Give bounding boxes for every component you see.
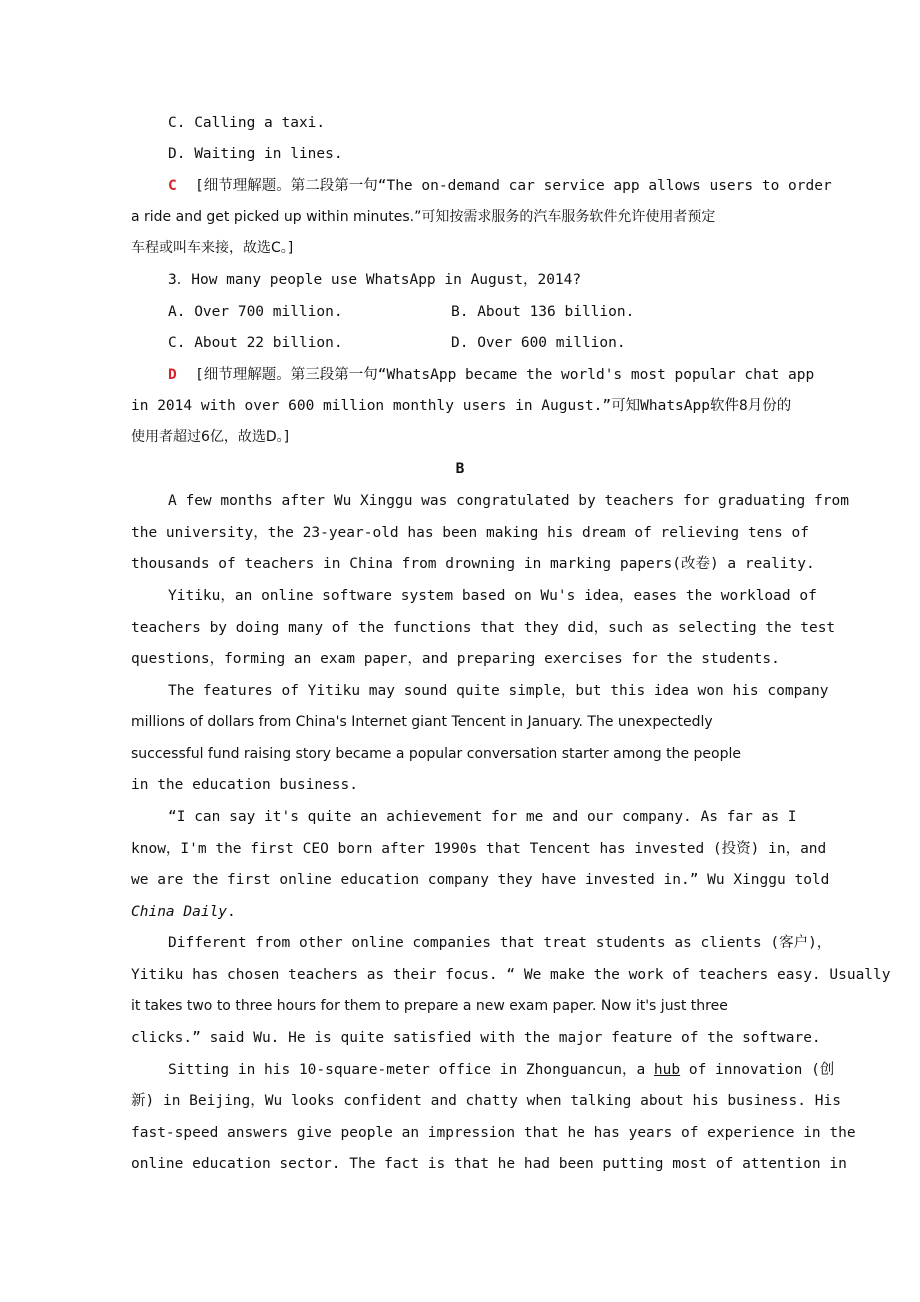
q3-answer-letter: D <box>168 367 177 383</box>
q3-option-b: B. About 136 billion. <box>451 304 635 320</box>
passage-p1-line2: the university，the 23-year-old has been making his dream of relieving tens of <box>131 525 809 541</box>
passage-p5-line1: Different from other online companies that treat students as clients (客户)， <box>168 935 832 951</box>
q2-option-d: D. Waiting in lines. <box>168 146 343 162</box>
passage-p2-line1: Yitiku，an online software system based on Wu's idea，eases the workload of <box>168 588 817 604</box>
passage-p6-line3: fast-speed answers give people an impression that he has years of experience in the <box>131 1125 856 1141</box>
passage-p3-line3: successful fund raising story became a popular conversation starter among the people <box>131 746 741 762</box>
passage-p2-line3: questions，forming an exam paper，and preparing exercises for the students. <box>131 651 780 667</box>
passage-p3-line4: in the education business. <box>131 777 358 793</box>
passage-p4-line4-end: . <box>227 904 236 920</box>
passage-p1-line1: A few months after Wu Xinggu was congratulated by teachers for graduating from <box>168 493 849 509</box>
q2-explanation-line2: a ride and get picked up within minutes.”可知按需求服务的汽车服务软件允许使用者预定 <box>131 209 716 225</box>
q2-explanation-line1 <box>168 176 832 196</box>
passage-p3-line2: millions of dollars from China's Internet giant Tencent in January. The unexpectedly <box>131 714 713 730</box>
q3-option-d: D. Over 600 million. <box>451 335 626 351</box>
passage-p1-line3: thousands of teachers in China from drowning in marking papers(改卷) a reality. <box>131 556 815 572</box>
passage-p6-line1-end: of innovation (创 <box>688 1062 835 1078</box>
passage-p6-line1-start: Sitting in his 10-square-meter office in Zhonguancun，a <box>168 1062 646 1078</box>
passage-p4-line2: know，I'm the first CEO born after 1990s that Tencent has invested (投资) in，and <box>131 841 827 857</box>
passage-p5-line3: it takes two to three hours for them to prepare a new exam paper. Now it's just three <box>131 998 728 1014</box>
passage-p3-line1: The features of Yitiku may sound quite simple，but this idea won his company <box>168 683 829 699</box>
passage-p6-line4: online education sector. The fact is that he had been putting most of attention in <box>131 1156 847 1172</box>
q3-option-c: C. About 22 billion. <box>168 335 343 351</box>
q3-explanation-line3: 使用者超过6亿，故选D。] <box>131 429 290 445</box>
passage-p4-line4 <box>131 902 236 922</box>
newspaper-title: China Daily <box>131 904 228 920</box>
q3-option-a: A. Over 700 million. <box>168 304 343 320</box>
q3-explanation-line1 <box>168 365 814 385</box>
q2-explanation-text: [细节理解题。第二段第一句“The on-demand car service app allows users to order <box>195 178 832 194</box>
q3-explanation-line2: in 2014 with over 600 million monthly users in August.”可知WhatsApp软件8月份的 <box>131 398 792 414</box>
passage-p4-line3: we are the first online education company they have invested in.” Wu Xinggu told <box>131 872 830 888</box>
q2-answer-letter: C <box>168 178 177 194</box>
passage-p5-line4: clicks.” said Wu. He is quite satisfied with the major feature of the software. <box>131 1030 821 1046</box>
q3-question: 3．How many people use WhatsApp in August，2014? <box>168 272 582 288</box>
passage-p6-line2: 新) in Beijing，Wu looks confident and chatty when talking about his business. His <box>131 1093 841 1109</box>
underlined-word-hub: hub <box>653 1062 681 1078</box>
passage-p5-line2: Yitiku has chosen teachers as their focus. “ We make the work of teachers easy. Usually <box>131 967 891 983</box>
passage-p4-line1: “I can say it's quite an achievement for me and our company. As far as I <box>168 809 797 825</box>
section-heading: B <box>455 461 465 477</box>
q3-explanation-text: [细节理解题。第三段第一句“WhatsApp became the world's most popular chat app <box>195 367 815 383</box>
passage-p6-line1 <box>168 1060 834 1080</box>
passage-p2-line2: teachers by doing many of the functions that they did，such as selecting the test <box>131 620 836 636</box>
q2-explanation-line3: 车程或叫车来接，故选C。] <box>131 240 294 256</box>
q2-option-c: C. Calling a taxi. <box>168 115 326 131</box>
